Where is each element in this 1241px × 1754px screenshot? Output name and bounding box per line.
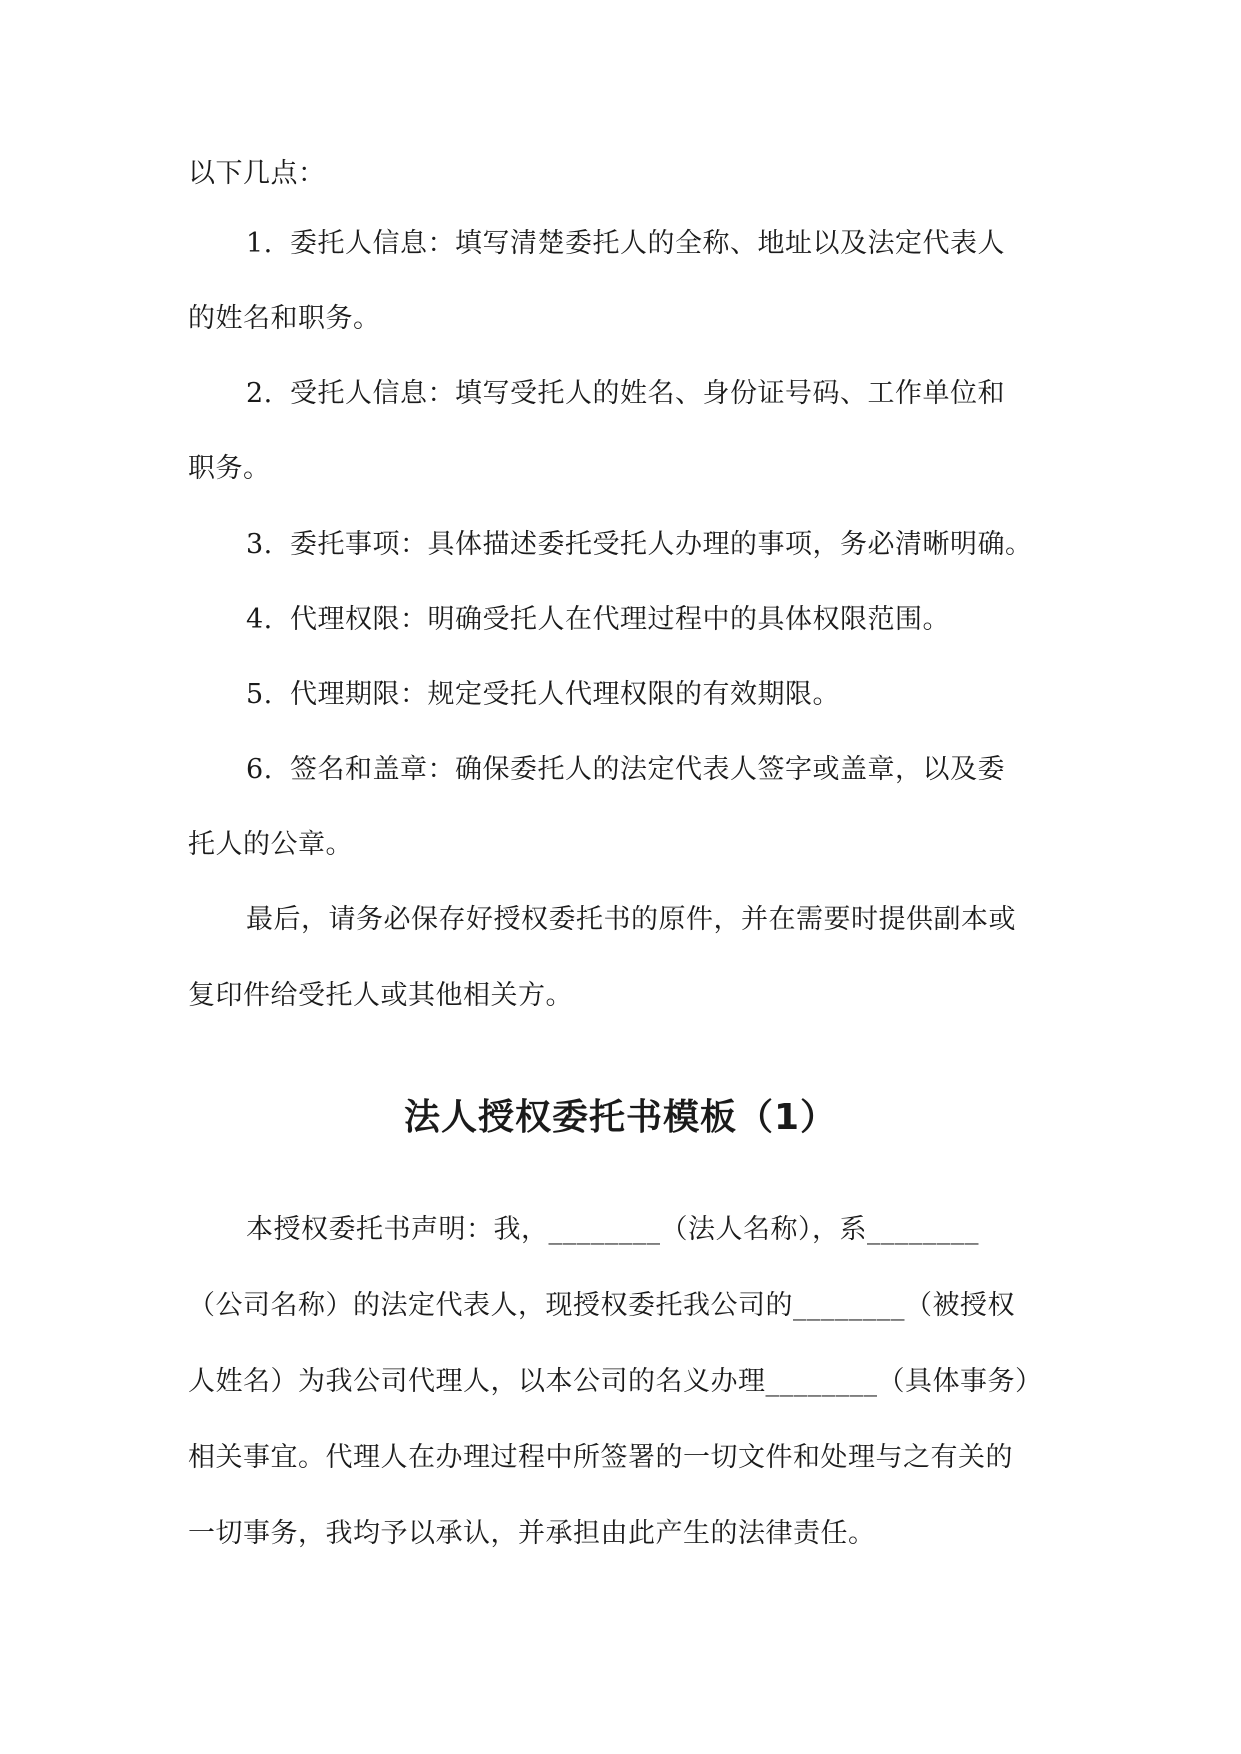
declaration-line-3: 人姓名）为我公司代理人，以本公司的名义办理________（具体事务） — [188, 1366, 1043, 1397]
list-item-number: 6. — [246, 754, 273, 785]
list-item-5 — [246, 677, 1058, 713]
list-item-1-continuation: 的姓名和职务。 — [188, 303, 381, 334]
list-item-number: 4. — [246, 604, 273, 635]
list-item-text: 签名和盖章：确保委托人的法定代表人签字或盖章，以及委 — [290, 754, 1005, 785]
list-item-1 — [246, 226, 1058, 262]
list-item-text: 代理期限：规定受托人代理权限的有效期限。 — [290, 679, 840, 710]
intro-line: 以下几点： — [188, 158, 326, 189]
list-item-6 — [246, 752, 1058, 788]
list-item-3 — [246, 527, 1058, 563]
list-item-6-continuation: 托人的公章。 — [188, 829, 353, 860]
declaration-line-2: （公司名称）的法定代表人，现授权委托我公司的________（被授权 — [188, 1290, 1015, 1321]
list-item-2-continuation: 职务。 — [188, 453, 271, 484]
list-item-text: 委托事项：具体描述委托受托人办理的事项，务必清晰明确。 — [290, 529, 1033, 560]
list-item-number: 3. — [246, 529, 273, 560]
list-item-text: 委托人信息：填写清楚委托人的全称、地址以及法定代表人 — [290, 228, 1005, 259]
list-item-text: 代理权限：明确受托人在代理过程中的具体权限范围。 — [290, 604, 950, 635]
template-title: 法人授权委托书模板（1） — [403, 1097, 838, 1138]
declaration-line-4: 相关事宜。代理人在办理过程中所签署的一切文件和处理与之有关的 — [188, 1442, 1013, 1473]
list-item-number: 2. — [246, 378, 273, 409]
closing-paragraph: 最后，请务必保存好授权委托书的原件，并在需要时提供副本或 — [246, 904, 1016, 935]
declaration-line-1: 本授权委托书声明：我，________（法人名称），系________ — [246, 1214, 979, 1245]
closing-paragraph-continuation: 复印件给受托人或其他相关方。 — [188, 980, 573, 1011]
declaration-line-5: 一切事务，我均予以承认，并承担由此产生的法律责任。 — [188, 1518, 876, 1549]
list-item-4 — [246, 602, 1058, 638]
list-item-number: 1. — [246, 228, 273, 259]
list-item-2 — [246, 376, 1058, 412]
list-item-text: 受托人信息：填写受托人的姓名、身份证号码、工作单位和 — [290, 378, 1005, 409]
list-item-number: 5. — [246, 679, 273, 710]
